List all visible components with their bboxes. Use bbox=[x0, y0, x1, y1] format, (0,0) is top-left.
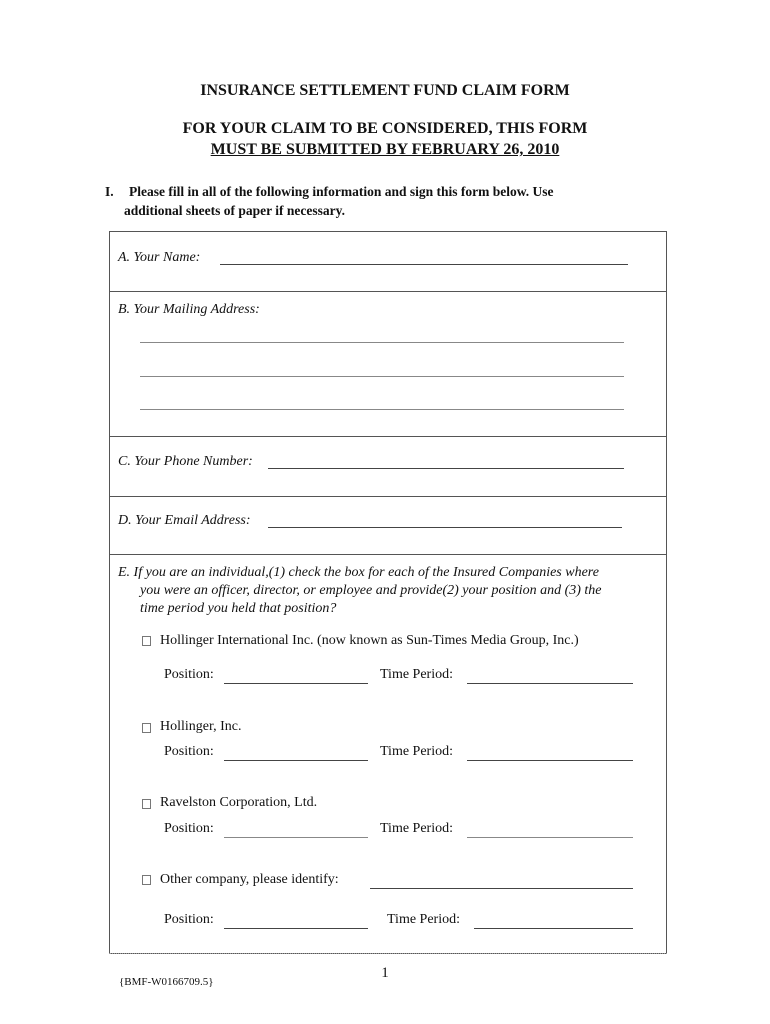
company-3-time-period-label: Time Period: bbox=[380, 821, 453, 836]
company-3-time-period-field[interactable] bbox=[467, 837, 633, 838]
company-4-checkbox[interactable] bbox=[142, 875, 151, 885]
company-2-time-period-field[interactable] bbox=[467, 760, 633, 761]
company-3-checkbox[interactable] bbox=[142, 799, 151, 809]
company-1-name: Hollinger International Inc. (now known as Sun-Times Media Group, Inc.) bbox=[160, 633, 579, 648]
name-section bbox=[109, 231, 667, 291]
company-1-position-label: Position: bbox=[164, 667, 214, 682]
document-id: {BMF-W0166709.5} bbox=[119, 976, 214, 988]
phone-section bbox=[109, 436, 667, 496]
name-label: A. Your Name: bbox=[118, 250, 201, 265]
company-4-name: Other company, please identify: bbox=[160, 872, 339, 887]
section-e-line1: E. If you are an individual,(1) check the box for each of the Insured Companies where bbox=[118, 565, 599, 580]
email-field[interactable] bbox=[268, 527, 622, 528]
company-4-position-label: Position: bbox=[164, 912, 214, 927]
company-1-checkbox[interactable] bbox=[142, 636, 151, 646]
instructions-line1: Please fill in all of the following information and sign this form below. Use bbox=[129, 184, 554, 199]
company-4-position-field[interactable] bbox=[224, 928, 368, 929]
address-label: B. Your Mailing Address: bbox=[118, 302, 260, 317]
section-e-line2: you were an officer, director, or employee and provide(2) your position and (3) the bbox=[140, 583, 602, 598]
company-3-position-label: Position: bbox=[164, 821, 214, 836]
section-number: I. bbox=[105, 184, 114, 199]
other-company-field[interactable] bbox=[370, 888, 633, 889]
companies-section bbox=[109, 554, 667, 954]
name-field[interactable] bbox=[220, 264, 628, 265]
deadline-notice-line1: FOR YOUR CLAIM TO BE CONSIDERED, THIS FORM bbox=[182, 120, 588, 137]
company-4-time-period-field[interactable] bbox=[474, 928, 633, 929]
company-2-name: Hollinger, Inc. bbox=[160, 719, 242, 734]
company-3-position-field[interactable] bbox=[224, 837, 368, 838]
company-2-position-field[interactable] bbox=[224, 760, 368, 761]
company-1-time-period-field[interactable] bbox=[467, 683, 633, 684]
company-3-name: Ravelston Corporation, Ltd. bbox=[160, 795, 318, 810]
address-field-line2[interactable] bbox=[140, 376, 624, 377]
instructions-line2: additional sheets of paper if necessary. bbox=[124, 203, 346, 218]
phone-field[interactable] bbox=[268, 468, 624, 469]
company-1-time-period-label: Time Period: bbox=[380, 667, 453, 682]
deadline-notice-line2: MUST BE SUBMITTED BY FEBRUARY 26, 2010 bbox=[210, 141, 560, 158]
address-field-line1[interactable] bbox=[140, 342, 624, 343]
instructions bbox=[105, 182, 625, 220]
company-2-checkbox[interactable] bbox=[142, 723, 151, 733]
footer-divider bbox=[109, 953, 667, 954]
email-label: D. Your Email Address: bbox=[118, 513, 251, 528]
page-number: 1 bbox=[381, 965, 389, 981]
address-section bbox=[109, 291, 667, 436]
address-field-line3[interactable] bbox=[140, 409, 624, 410]
company-2-position-label: Position: bbox=[164, 744, 214, 759]
company-2-time-period-label: Time Period: bbox=[380, 744, 453, 759]
company-4-time-period-label: Time Period: bbox=[387, 912, 460, 927]
company-1-position-field[interactable] bbox=[224, 683, 368, 684]
email-section bbox=[109, 496, 667, 554]
section-e-line3: time period you held that position? bbox=[140, 601, 337, 616]
phone-label: C. Your Phone Number: bbox=[118, 454, 253, 469]
form-title: INSURANCE SETTLEMENT FUND CLAIM FORM bbox=[200, 82, 570, 99]
